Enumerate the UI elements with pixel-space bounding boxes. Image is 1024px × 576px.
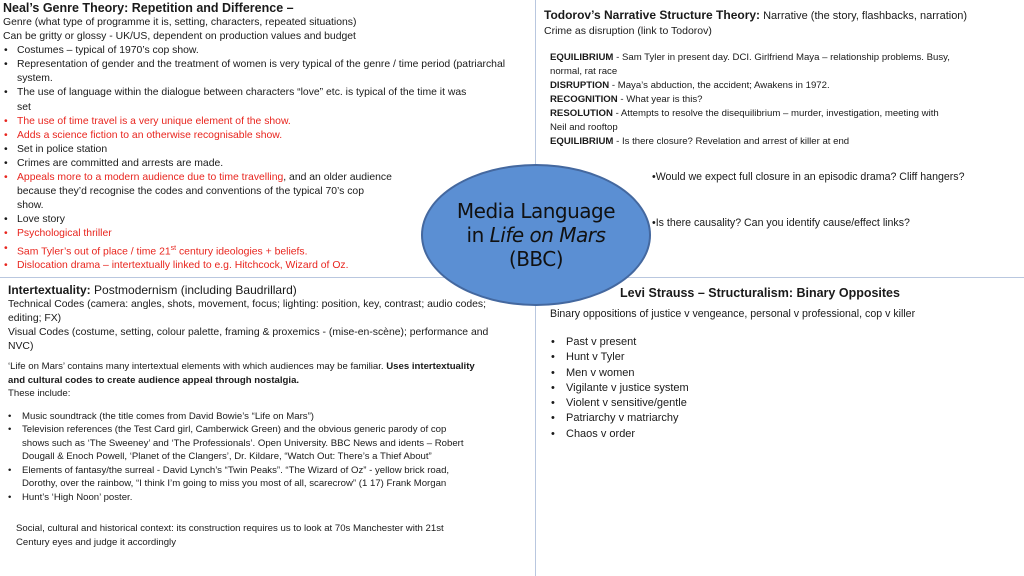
list-item: • Vigilante v justice system [551, 381, 689, 394]
question-causality: •Is there causality? Can you identify cause/effect links? [652, 217, 910, 229]
list-item: • Violent v sensitive/gentle [551, 397, 687, 410]
technical-codes-cont: editing; FX) [8, 313, 62, 324]
visual-codes: Visual Codes (costume, setting, colour palette, framing & proxemics - (mise-en-scène); performance and [8, 327, 489, 338]
center-title-line3: (BBC) [508, 247, 564, 271]
intertextuality-title: Intertextuality: Postmodernism (including Baudrillard) [8, 283, 297, 297]
list-item: • Music soundtrack (the title comes from David Bowie’s “Life on Mars”) [8, 410, 314, 422]
list-item: • Set in police station [4, 143, 108, 155]
list-item: • Chaos v order [551, 427, 636, 440]
list-item: • Representation of gender and the treatment of women is very typical of the genre / time period (patriarchal system. [4, 59, 506, 85]
list-item: • Hunt’s ‘High Noon’ poster. [8, 491, 133, 503]
list-item: • Sam Tyler’s out of place / time 21st century ideologies + beliefs. [4, 242, 308, 257]
list-item: • Dislocation drama – intertextually linked to e.g. Hitchcock, Wizard of Oz. [4, 260, 349, 272]
list-item: • Appeals more to a modern audience due to time travelling, and an older audience because they’d recognise the codes and conventions of the typical 70’s cop show. [4, 172, 392, 212]
list-item: • Costumes – typical of 1970’s cop show. [4, 45, 199, 57]
list-item: • Patriarchy v matriarchy [551, 412, 679, 425]
stage-equilibrium: EQUILIBRIUM - Sam Tyler in present day. DCI. Girlfriend Maya – relationship problems. Busy, normal, rat race [550, 52, 950, 77]
central-topic-ellipse [421, 164, 651, 306]
list-item: • Hunt v Tyler [551, 351, 625, 364]
list-item: • Crimes are committed and arrests are made. [4, 157, 224, 169]
stage-resolution: RESOLUTION - Attempts to resolve the disequilibrium – murder, investigation, meeting with Neil and rooftop [550, 108, 939, 133]
center-title-line1: Media Language [456, 199, 616, 223]
social-context: Social, cultural and historical context: its construction requires us to look at 70s Manchester with 21st Century eyes and judge it accordingly [16, 523, 444, 548]
stage-recognition: RECOGNITION - What year is this? [550, 94, 703, 105]
list-item: • The use of time travel is a very unique element of the show. [4, 115, 291, 127]
visual-codes-cont: NVC) [8, 341, 34, 352]
question-closure: •Would we expect full closure in an episodic drama? Cliff hangers? [652, 171, 965, 183]
list-item: • Psychological thriller [4, 228, 112, 240]
intertextuality-codes [8, 298, 530, 354]
levi-strauss-section [550, 286, 1020, 572]
levi-strauss-subtitle: Binary oppositions of justice v vengeance, personal v professional, cop v killer [550, 308, 916, 320]
todorov-subtitle: Crime as disruption (link to Todorov) [544, 25, 712, 37]
intertextuality-intro: ‘Life on Mars’ contains many intertextual elements with which audiences may be familiar. Uses intertextuality and cultural codes to create audience appeal through nostalgia. These include: [8, 361, 475, 399]
narrative-stages [544, 51, 1020, 149]
genre-production-values: Can be gritty or glossy - UK/US, dependent on production values and budget [3, 31, 356, 43]
list-item: • Past v present [551, 336, 637, 348]
stage-disruption: DISRUPTION - Maya’s abduction, the accident; Awakens in 1972. [550, 80, 830, 91]
list-item: • Television references (the Test Card girl, Camberwick Green) and the obvious generic parody of cop shows such as ‘The Sweeney’ and ‘The Professionals’. Open University. BBC News and idents – Robert Dougall & Enoch Powell, ‘Planet of the Clangers’, Dr. Kildare, “Watch Out: There’s a Thief About” [8, 424, 464, 462]
genre-definition: Genre (what type of programme it is, setting, characters, repeated situations) [3, 17, 357, 28]
center-title-line2: in Life on Mars [466, 223, 606, 247]
list-item: • Love story [4, 214, 65, 226]
intertextuality-section [8, 283, 530, 573]
list-item: • The use of language within the dialogue between characters “love” etc. is typical of the time it was set [4, 87, 467, 113]
stage-equilibrium-final: EQUILIBRIUM - Is there closure? Revelation and arrest of killer at end [550, 136, 850, 147]
genre-theory-title: Neal’s Genre Theory: Repetition and Difference – [3, 1, 294, 15]
appeal-continuation: , and an older audience [283, 172, 392, 184]
list-item: • Men v women [551, 366, 635, 379]
todorov-title: Todorov’s Narrative Structure Theory: Narrative (the story, flashbacks, narration) [544, 8, 968, 22]
list-item: • Adds a science fiction to an otherwise recognisable show. [4, 129, 283, 141]
levi-strauss-title: Levi Strauss – Structuralism: Binary Opposites [620, 286, 900, 300]
list-item: • Elements of fantasy/the surreal - David Lynch’s “Twin Peaks”. “The Wizard of Oz” - yellow brick road, Dorothy, over the rainbow, “I think I’m going to miss you most of all, scarecrow” (1 17) Frank Morgan [8, 464, 450, 489]
technical-codes: Technical Codes (camera: angles, shots, movement, focus; lighting: position, key, contrast; audio codes; [8, 299, 487, 310]
binary-opposites-list [550, 335, 1020, 442]
intertextuality-list [8, 410, 530, 505]
